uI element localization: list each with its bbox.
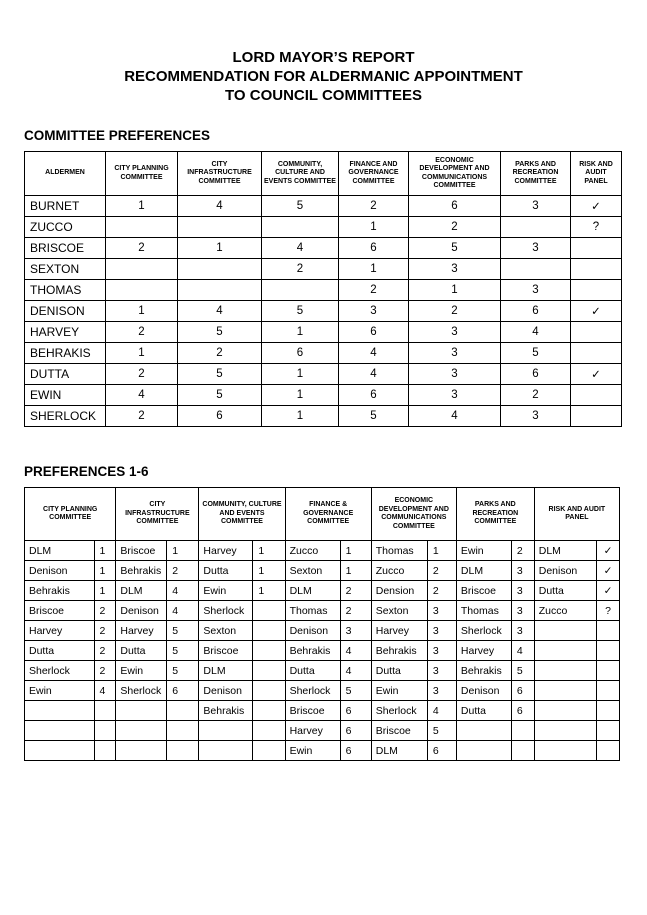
ranked-preference-number [511,721,534,741]
preferences-column-header: CITY PLANNING COMMITTEE [106,152,178,196]
preference-cell: 5 [409,238,501,259]
preference-cell: 1 [409,280,501,301]
ranked-alderman-name: Behrakis [371,641,427,661]
ranked-preference-number: 2 [427,561,456,581]
preference-cell [106,259,178,280]
preference-cell: 4 [339,364,409,385]
preference-cell: 3 [501,280,571,301]
preference-cell [571,280,622,301]
preference-cell: 6 [501,364,571,385]
ranked-row [25,621,620,641]
ranked-preference-number: 1 [94,561,116,581]
ranked-preference-number: 4 [167,601,199,621]
ranked-alderman-name: Thomas [456,601,511,621]
ranked-alderman-name: Behrakis [199,701,253,721]
ranked-alderman-name: Harvey [116,621,167,641]
ranked-preference-number: 3 [427,641,456,661]
preference-cell: 5 [178,385,262,406]
ranked-alderman-name: Sherlock [199,601,253,621]
preference-cell: 3 [409,322,501,343]
alderman-row [25,406,622,427]
ranked-alderman-name: Sherlock [25,661,95,681]
ranked-alderman-name [25,741,95,761]
ranked-alderman-name [116,721,167,741]
ranked-alderman-name [456,741,511,761]
alderman-name: BEHRAKIS [25,343,106,364]
alderman-row [25,364,622,385]
preference-cell: 1 [106,196,178,217]
ranked-preference-number: 4 [340,641,371,661]
ranked-row [25,601,620,621]
ranked-alderman-name [534,641,596,661]
ranked-preference-number [94,741,116,761]
preference-cell: 2 [409,217,501,238]
preference-cell: ? [571,217,622,238]
ranked-preference-number [94,721,116,741]
ranked-preference-number [167,701,199,721]
preference-cell: 5 [262,301,339,322]
ranked-alderman-name: Ewin [456,541,511,561]
preference-cell: 5 [501,343,571,364]
ranked-preference-number: 2 [511,541,534,561]
ranked-preference-number: 3 [511,601,534,621]
preferences-column-header: PARKS AND RECREATION COMMITTEE [501,152,571,196]
ranked-alderman-name: Briscoe [285,701,340,721]
ranked-column-header: RISK AND AUDIT PANEL [534,488,619,541]
preferences-column-header: ECONOMIC DEVELOPMENT AND COMMUNICATIONS COMMITTEE [409,152,501,196]
ranked-preference-number [597,701,620,721]
preference-cell: ✓ [571,196,622,217]
preference-cell: 3 [339,301,409,322]
ranked-row [25,641,620,661]
ranked-alderman-name: DLM [199,661,253,681]
preference-cell [501,217,571,238]
alderman-row [25,280,622,301]
preferences-1-6-heading: PREFERENCES 1-6 [24,464,149,479]
preference-cell: 6 [339,385,409,406]
ranked-row [25,721,620,741]
ranked-alderman-name: Ewin [285,741,340,761]
ranked-alderman-name: Zucco [371,561,427,581]
preference-cell: 6 [262,343,339,364]
ranked-alderman-name: Dutta [534,581,596,601]
ranked-preference-number: 1 [340,541,371,561]
alderman-row [25,343,622,364]
ranked-alderman-name: Dutta [371,661,427,681]
alderman-name: THOMAS [25,280,106,301]
preference-cell [178,280,262,301]
ranked-alderman-name: Sherlock [116,681,167,701]
preference-cell: 3 [409,343,501,364]
preference-cell: 3 [501,238,571,259]
ranked-alderman-name: Thomas [285,601,340,621]
preference-cell: 4 [409,406,501,427]
ranked-preference-number: 4 [511,641,534,661]
ranked-preference-number: 1 [94,581,116,601]
preference-cell: 5 [178,364,262,385]
ranked-column-header: CITY PLANNING COMMITTEE [25,488,116,541]
ranked-header-row [25,488,620,541]
alderman-name: DENISON [25,301,106,322]
ranked-preference-number: 1 [253,581,285,601]
ranked-preference-number [597,741,620,761]
preference-cell [571,238,622,259]
ranked-alderman-name [25,721,95,741]
alderman-name: ZUCCO [25,217,106,238]
ranked-alderman-name: Dutta [199,561,253,581]
ranked-row [25,541,620,561]
ranked-preference-number [253,701,285,721]
alderman-row [25,322,622,343]
preference-cell: 3 [409,364,501,385]
preferences-column-header: RISK AND AUDIT PANEL [571,152,622,196]
ranked-alderman-name [534,681,596,701]
ranked-row [25,701,620,721]
preference-cell [106,217,178,238]
ranked-preference-number [253,601,285,621]
preference-cell [571,385,622,406]
ranked-preference-number [253,721,285,741]
preferences-column-header: COMMUNITY, CULTURE AND EVENTS COMMITTEE [262,152,339,196]
ranked-preference-number [253,681,285,701]
ranked-alderman-name [116,741,167,761]
ranked-alderman-name: Behrakis [116,561,167,581]
preference-cell: 1 [178,238,262,259]
preference-cell [106,280,178,301]
ranked-alderman-name: Briscoe [456,581,511,601]
alderman-row [25,259,622,280]
ranked-alderman-name: Sherlock [285,681,340,701]
ranked-preference-number: 3 [427,661,456,681]
preference-cell: 1 [262,406,339,427]
ranked-preference-number: 1 [94,541,116,561]
report-title [0,48,647,105]
ranked-alderman-name: Denison [116,601,167,621]
preference-cell [571,259,622,280]
ranked-alderman-name [534,701,596,721]
ranked-preference-number: 2 [94,601,116,621]
ranked-preference-number: 2 [94,621,116,641]
ranked-alderman-name: Briscoe [371,721,427,741]
preference-cell: ✓ [571,364,622,385]
ranked-preference-number [253,641,285,661]
ranked-alderman-name: Dutta [456,701,511,721]
preference-cell: 1 [262,322,339,343]
ranked-preference-number: 1 [167,541,199,561]
alderman-row [25,217,622,238]
committee-preferences-heading: COMMITTEE PREFERENCES [24,128,211,143]
ranked-alderman-name [199,721,253,741]
ranked-preference-number: ✓ [597,561,620,581]
ranked-alderman-name: Dutta [116,641,167,661]
alderman-name: SEXTON [25,259,106,280]
ranked-preference-number: 3 [511,561,534,581]
preference-cell: 4 [106,385,178,406]
ranked-alderman-name: DLM [534,541,596,561]
ranked-alderman-name: Zucco [285,541,340,561]
preference-cell: 2 [106,322,178,343]
ranked-alderman-name: DLM [371,741,427,761]
ranked-alderman-name: Denison [534,561,596,581]
ranked-column-header: PARKS AND RECREATION COMMITTEE [456,488,534,541]
title-line-3: TO COUNCIL COMMITTEES [225,87,422,104]
ranked-alderman-name: Thomas [371,541,427,561]
preference-cell: 3 [501,406,571,427]
preference-cell: 4 [339,343,409,364]
ranked-alderman-name [116,701,167,721]
ranked-alderman-name: Zucco [534,601,596,621]
ranked-preference-number: ? [597,601,620,621]
ranked-preference-number: 1 [253,561,285,581]
ranked-row [25,561,620,581]
preference-cell: 5 [178,322,262,343]
ranked-alderman-name: Sherlock [371,701,427,721]
ranked-alderman-name: DLM [456,561,511,581]
preference-cell: 4 [178,196,262,217]
ranked-preference-number: 1 [340,561,371,581]
ranked-alderman-name: Denison [199,681,253,701]
ranked-preference-number: 4 [94,681,116,701]
ranked-alderman-name: Ewin [371,681,427,701]
ranked-alderman-name: Behrakis [285,641,340,661]
preference-cell [262,280,339,301]
ranked-alderman-name: Sexton [285,561,340,581]
ranked-row [25,741,620,761]
ranked-preference-number: 2 [340,601,371,621]
ranked-preference-number: 6 [340,721,371,741]
ranked-alderman-name: Denison [285,621,340,641]
preference-cell: 1 [339,259,409,280]
ranked-alderman-name [199,741,253,761]
ranked-preference-number [253,621,285,641]
ranked-preference-number: 5 [167,621,199,641]
preference-cell: 6 [339,322,409,343]
preference-cell [501,259,571,280]
preference-cell: 3 [501,196,571,217]
ranked-preference-number: 3 [511,621,534,641]
ranked-preference-number: 3 [427,621,456,641]
ranked-alderman-name [534,621,596,641]
ranked-alderman-name: Harvey [371,621,427,641]
preference-cell: 2 [339,280,409,301]
ranked-preference-number: ✓ [597,541,620,561]
preference-cell [571,406,622,427]
preference-cell: 1 [106,301,178,322]
ranked-preference-number [94,701,116,721]
preference-cell: 4 [501,322,571,343]
alderman-name: SHERLOCK [25,406,106,427]
ranked-alderman-name: Briscoe [199,641,253,661]
ranked-alderman-name: Ewin [199,581,253,601]
ranked-alderman-name [25,701,95,721]
preference-cell: 1 [106,343,178,364]
title-line-2: RECOMMENDATION FOR ALDERMANIC APPOINTMENT [124,68,523,85]
ranked-preference-number: 5 [511,661,534,681]
preference-cell: 2 [409,301,501,322]
ranked-alderman-name: DLM [116,581,167,601]
ranked-preference-number [597,641,620,661]
ranked-preference-number: 2 [340,581,371,601]
ranked-column-header: FINANCE & GOVERNANCE COMMITTEE [285,488,371,541]
ranked-preference-number: 2 [94,661,116,681]
ranked-preference-number: 3 [340,621,371,641]
preference-cell: 2 [106,238,178,259]
preference-cell: 1 [262,385,339,406]
ranked-preference-number: 6 [340,741,371,761]
preference-cell: 1 [262,364,339,385]
ranked-preference-number: 3 [427,681,456,701]
preference-cell: 6 [339,238,409,259]
ranked-alderman-name: Dension [371,581,427,601]
ranked-alderman-name: Dutta [285,661,340,681]
ranked-column-header: COMMUNITY, CULTURE AND EVENTS COMMITTEE [199,488,285,541]
preference-cell [178,217,262,238]
ranked-alderman-name: Briscoe [25,601,95,621]
ranked-preference-number [597,621,620,641]
ranked-preference-number: 1 [427,541,456,561]
ranked-preference-number: 6 [340,701,371,721]
ranked-preference-number [253,741,285,761]
ranked-preference-number: 4 [427,701,456,721]
ranked-alderman-name: Harvey [25,621,95,641]
ranked-alderman-name: Ewin [25,681,95,701]
ranked-alderman-name [534,741,596,761]
preference-cell: 2 [501,385,571,406]
ranked-row [25,661,620,681]
preferences-header-row [25,152,622,196]
ranked-preference-number: 4 [167,581,199,601]
alderman-row [25,238,622,259]
alderman-row [25,196,622,217]
alderman-name: HARVEY [25,322,106,343]
preference-cell: 3 [409,385,501,406]
ranked-preference-number: 5 [427,721,456,741]
ranked-alderman-name: Briscoe [116,541,167,561]
alderman-row [25,301,622,322]
ranked-preference-number: 6 [427,741,456,761]
ranked-alderman-name: Dutta [25,641,95,661]
preferences-column-header: FINANCE AND GOVERNANCE COMMITTEE [339,152,409,196]
ranked-alderman-name: Harvey [285,721,340,741]
preference-cell: 2 [106,364,178,385]
preference-cell [178,259,262,280]
ranked-preference-number [167,741,199,761]
ranked-alderman-name: Harvey [199,541,253,561]
ranked-preference-number [597,661,620,681]
preference-cell: 4 [178,301,262,322]
alderman-name: EWIN [25,385,106,406]
ranked-alderman-name: Harvey [456,641,511,661]
ranked-row [25,581,620,601]
committee-preferences-table [24,151,622,427]
ranked-preference-number: ✓ [597,581,620,601]
ranked-alderman-name: Sexton [199,621,253,641]
ranked-preference-number: 5 [167,641,199,661]
preference-cell: ✓ [571,301,622,322]
alderman-name: BURNET [25,196,106,217]
preference-cell: 6 [501,301,571,322]
preference-cell: 6 [178,406,262,427]
ranked-preference-number: 1 [253,541,285,561]
ranked-preference-number [511,741,534,761]
ranked-preference-number: 2 [427,581,456,601]
ranked-alderman-name: DLM [25,541,95,561]
ranked-alderman-name: Behrakis [456,661,511,681]
ranked-preference-number: 3 [427,601,456,621]
ranked-alderman-name: Denison [456,681,511,701]
ranked-alderman-name: DLM [285,581,340,601]
preference-cell: 1 [339,217,409,238]
preference-cell: 2 [106,406,178,427]
ranked-alderman-name: Sherlock [456,621,511,641]
ranked-alderman-name: Denison [25,561,95,581]
preference-cell: 4 [262,238,339,259]
preference-cell: 2 [339,196,409,217]
preference-cell [262,217,339,238]
ranked-preference-number: 6 [511,681,534,701]
ranked-preference-number: 6 [167,681,199,701]
ranked-preference-number [597,681,620,701]
ranked-preference-number: 4 [340,661,371,681]
preferences-1-6-table [24,487,620,761]
ranked-alderman-name: Sexton [371,601,427,621]
alderman-row [25,385,622,406]
preferences-column-header: CITY INFRASTRUCTURE COMMITTEE [178,152,262,196]
preference-cell: 3 [409,259,501,280]
preference-cell: 2 [178,343,262,364]
ranked-preference-number [597,721,620,741]
ranked-alderman-name: Ewin [116,661,167,681]
ranked-preference-number: 2 [167,561,199,581]
preference-cell [571,343,622,364]
ranked-preference-number: 2 [94,641,116,661]
preference-cell: 5 [339,406,409,427]
preference-cell: 6 [409,196,501,217]
ranked-column-header: CITY INFRASTRUCTURE COMMITTEE [116,488,199,541]
ranked-preference-number: 5 [167,661,199,681]
ranked-column-header: ECONOMIC DEVELOPMENT AND COMMUNICATIONS COMMITTEE [371,488,456,541]
ranked-row [25,681,620,701]
ranked-alderman-name [534,661,596,681]
alderman-name: BRISCOE [25,238,106,259]
preference-cell: 5 [262,196,339,217]
alderman-name: DUTTA [25,364,106,385]
preference-cell [571,322,622,343]
ranked-preference-number: 3 [511,581,534,601]
ranked-preference-number [253,661,285,681]
ranked-alderman-name [534,721,596,741]
preferences-column-header: ALDERMEN [25,152,106,196]
ranked-preference-number: 5 [340,681,371,701]
preference-cell: 2 [262,259,339,280]
ranked-preference-number [167,721,199,741]
ranked-alderman-name: Behrakis [25,581,95,601]
title-line-1: LORD MAYOR’S REPORT [232,49,415,66]
ranked-preference-number: 6 [511,701,534,721]
ranked-alderman-name [456,721,511,741]
